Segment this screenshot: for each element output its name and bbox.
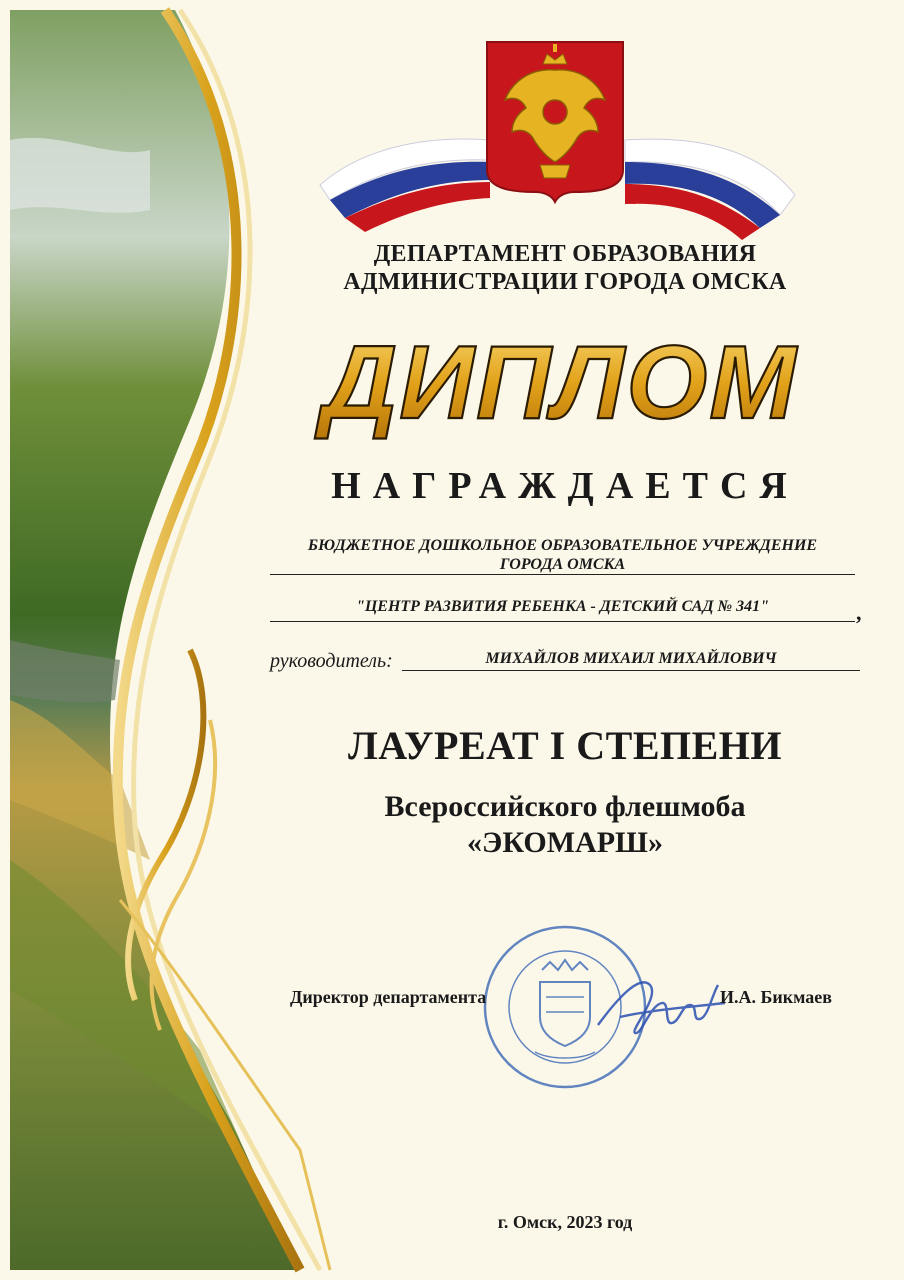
handwritten-signature-icon <box>590 955 730 1045</box>
head-label: руководитель: <box>270 650 393 672</box>
org-underline-2 <box>270 621 855 622</box>
head-underline <box>402 670 860 671</box>
event-line-2: «ЭКОМАРШ» <box>467 826 663 859</box>
head-name: МИХАЙЛОВ МИХАИЛ МИХАЙЛОВИЧ <box>485 650 777 667</box>
event-line-1: Всероссийского флешмоба <box>384 790 746 823</box>
trailing-comma: , <box>856 600 862 625</box>
org-underline-1 <box>270 574 855 575</box>
department-line-2: АДМИНИСТРАЦИИ ГОРОДА ОМСКА <box>343 269 787 295</box>
signatory-name: И.А. Бикмаев <box>720 987 832 1007</box>
award-level: ЛАУРЕАТ I СТЕПЕНИ <box>347 723 783 768</box>
signatory-position: Директор департамента <box>290 987 487 1007</box>
org-line-2: ГОРОДА ОМСКА <box>499 556 626 573</box>
nature-photo <box>10 10 300 1270</box>
awarded-label: НАГРАЖДАЕТСЯ <box>331 465 799 507</box>
department-line-1: ДЕПАРТАМЕНТ ОБРАЗОВАНИЯ <box>373 241 757 267</box>
russian-coat-of-arms-icon <box>487 42 623 202</box>
place-date: г. Омск, 2023 год <box>497 1212 633 1232</box>
org-line-1: БЮДЖЕТНОЕ ДОШКОЛЬНОЕ ОБРАЗОВАТЕЛЬНОЕ УЧРЕЖДЕНИЕ <box>307 537 818 554</box>
org-name: "ЦЕНТР РАЗВИТИЯ РЕБЕНКА - ДЕТСКИЙ САД № 341" <box>355 598 770 615</box>
diploma-title-art: ДИПЛОМ <box>322 325 798 441</box>
